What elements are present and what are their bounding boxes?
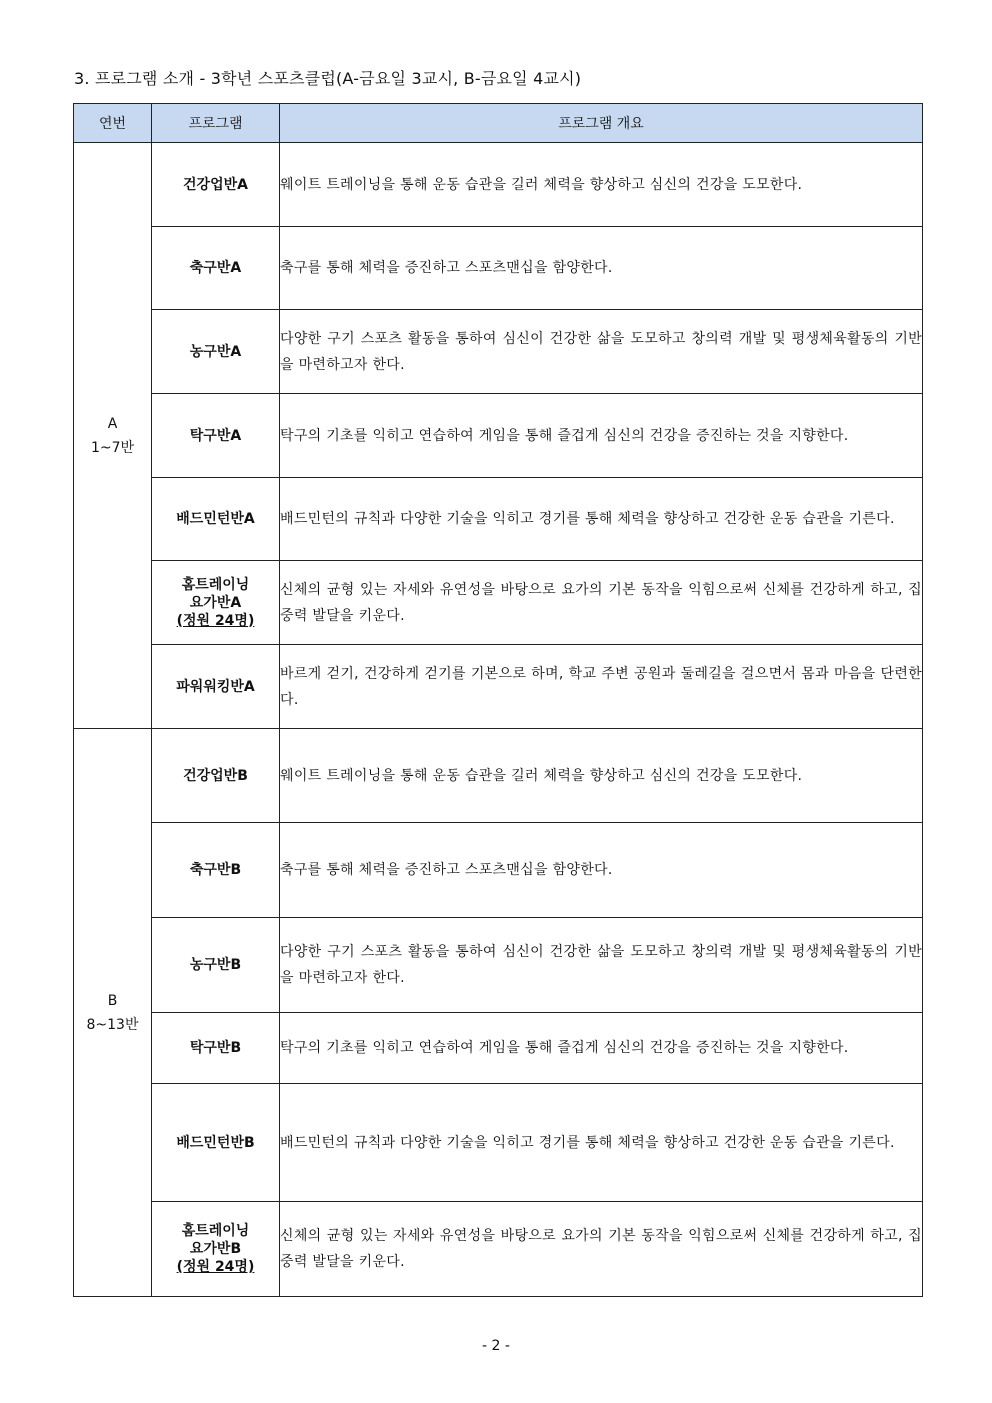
header-number: 연번 <box>74 104 152 143</box>
program-table <box>73 103 923 1297</box>
table-row <box>74 729 923 823</box>
program-desc: 탁구의 기초를 익히고 연습하여 게임을 통해 즐겁게 심신의 건강을 증진하는 것을 지향한다. <box>280 394 923 478</box>
program-capacity: (정원 24명) <box>176 1259 255 1275</box>
header-overview: 프로그램 개요 <box>280 104 923 143</box>
table-header-row <box>74 104 923 143</box>
table-row <box>74 1084 923 1202</box>
table-row <box>74 561 923 645</box>
page-number: - 2 - <box>482 1338 510 1354</box>
program-name: 축구반A <box>152 227 280 310</box>
program-name: 탁구반B <box>152 1013 280 1084</box>
program-name: 배드민턴반A <box>152 478 280 561</box>
program-name-line1: 홈트레이닝 <box>181 576 250 593</box>
table-row <box>74 918 923 1013</box>
program-desc: 웨이트 트레이닝을 통해 운동 습관을 길러 체력을 향상하고 심신의 건강을 도모한다. <box>280 143 923 227</box>
table-row <box>74 394 923 478</box>
program-name: 농구반B <box>152 918 280 1013</box>
program-desc: 축구를 통해 체력을 증진하고 스포츠맨십을 함양한다. <box>280 823 923 918</box>
program-name <box>152 1202 280 1297</box>
program-name-line2: 요가반A <box>189 594 242 611</box>
program-desc: 웨이트 트레이닝을 통해 운동 습관을 길러 체력을 향상하고 심신의 건강을 도모한다. <box>280 729 923 823</box>
program-name: 배드민턴반B <box>152 1084 280 1202</box>
group-range: 1~7반 <box>90 439 135 456</box>
program-name-line2: 요가반B <box>189 1241 242 1257</box>
table-row <box>74 310 923 394</box>
program-name: 축구반B <box>152 823 280 918</box>
table-row <box>74 1202 923 1297</box>
group-range: 8~13반 <box>86 1016 139 1033</box>
group-cell-a <box>74 143 152 729</box>
program-name <box>152 561 280 645</box>
program-desc: 배드민턴의 규칙과 다양한 기술을 익히고 경기를 통해 체력을 향상하고 건강한 운동 습관을 기른다. <box>280 478 923 561</box>
program-name-line1: 홈트레이닝 <box>181 1223 250 1239</box>
table-row <box>74 1013 923 1084</box>
program-desc: 탁구의 기초를 익히고 연습하여 게임을 통해 즐겁게 심신의 건강을 증진하는 것을 지향한다. <box>280 1013 923 1084</box>
program-name: 건강업반B <box>152 729 280 823</box>
table-row <box>74 227 923 310</box>
group-label: B <box>107 992 118 1009</box>
program-desc: 신체의 균형 있는 자세와 유연성을 바탕으로 요가의 기본 동작을 익힘으로써 신체를 건강하게 하고, 집중력 발달을 키운다. <box>280 561 923 645</box>
program-name: 탁구반A <box>152 394 280 478</box>
program-desc: 배드민턴의 규칙과 다양한 기술을 익히고 경기를 통해 체력을 향상하고 건강한 운동 습관을 기른다. <box>280 1084 923 1202</box>
table-row <box>74 823 923 918</box>
program-name: 농구반A <box>152 310 280 394</box>
group-label: A <box>107 415 118 432</box>
table-row <box>74 143 923 227</box>
group-cell-b <box>74 729 152 1297</box>
program-name: 파워워킹반A <box>152 645 280 729</box>
program-desc: 바르게 걷기, 건강하게 걷기를 기본으로 하며, 학교 주변 공원과 둘레길을 걸으면서 몸과 마음을 단련한다. <box>280 645 923 729</box>
program-desc: 다양한 구기 스포츠 활동을 통하여 심신이 건강한 삶을 도모하고 창의력 개발 및 평생체육활동의 기반을 마련하고자 한다. <box>280 918 923 1013</box>
table-row <box>74 478 923 561</box>
table-row <box>74 645 923 729</box>
program-name: 건강업반A <box>152 143 280 227</box>
header-program: 프로그램 <box>152 104 280 143</box>
program-desc: 축구를 통해 체력을 증진하고 스포츠맨십을 함양한다. <box>280 227 923 310</box>
program-capacity: (정원 24명) <box>176 612 255 629</box>
program-desc: 신체의 균형 있는 자세와 유연성을 바탕으로 요가의 기본 동작을 익힘으로써 신체를 건강하게 하고, 집중력 발달을 키운다. <box>280 1202 923 1297</box>
section-heading: 3. 프로그램 소개 - 3학년 스포츠클럽(A-금요일 3교시, B-금요일 4교시) <box>74 69 582 88</box>
program-desc: 다양한 구기 스포츠 활동을 통하여 심신이 건강한 삶을 도모하고 창의력 개발 및 평생체육활동의 기반을 마련하고자 한다. <box>280 310 923 394</box>
